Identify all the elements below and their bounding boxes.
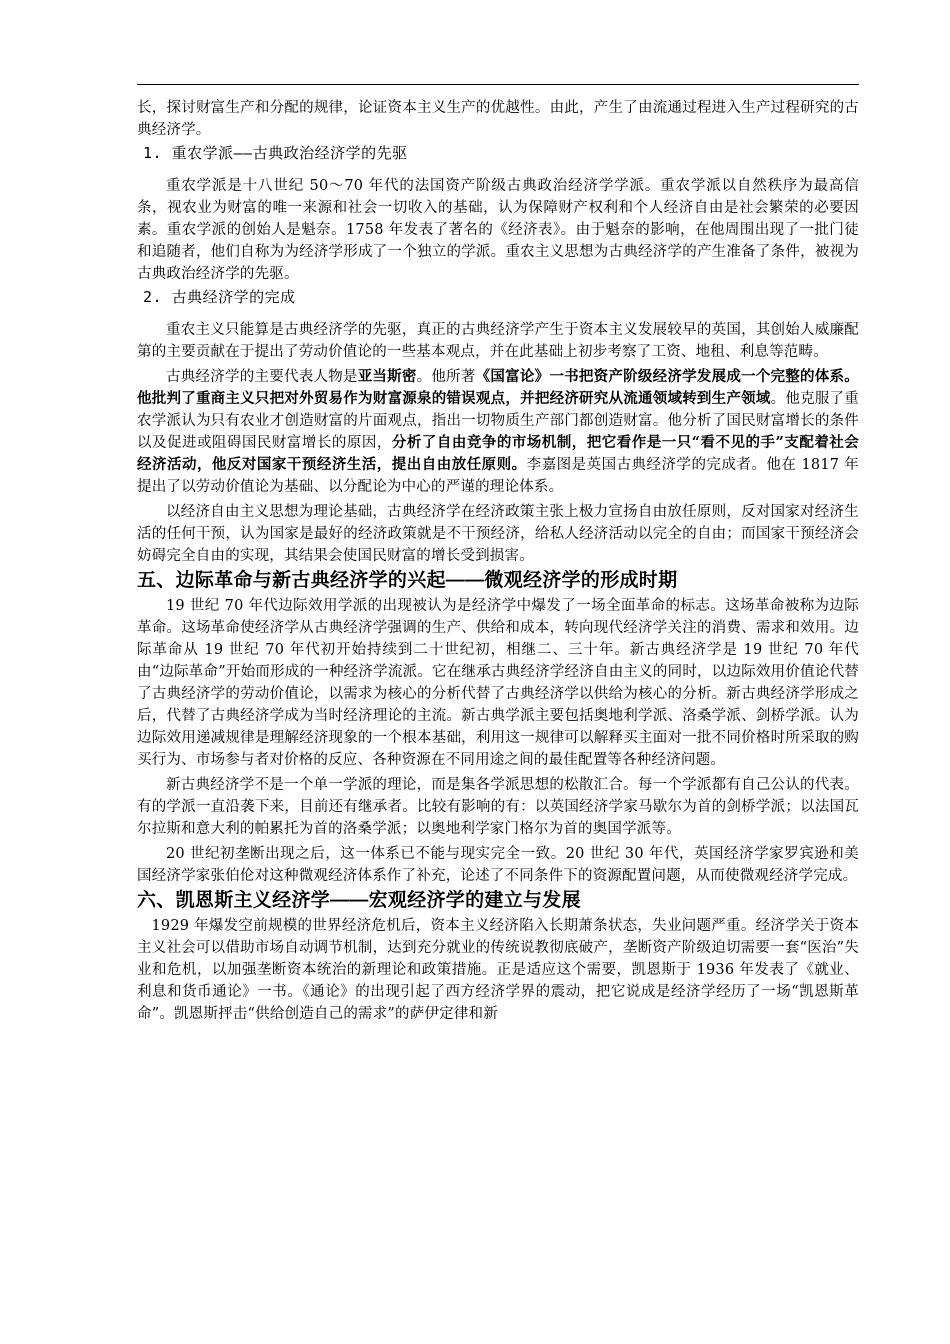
header-rule <box>137 84 859 85</box>
subheading-classical-completion: 2. 古典经济学的完成 <box>143 288 296 306</box>
paragraph-adam-smith <box>137 366 859 498</box>
paragraph-keynesian: 1929 年爆发空前规模的世界经济危机后，资本主义经济陷入长期萧条状态，失业问题严重。经济学关于资本主义社会可以借助市场自动调节机制，达到充分就业的传统说教彻底破产，垄断资产阶级迫切需要一套“医治”失业和危机，以加强垄断资本统治的新理论和政策措施。正是适应这个需要，凯恩斯于 1936 年发表了《就业、利息和货币通论》一书。《通论》的出现引起了西方经济学界的震动，把它说成是经济学经历了一场“凯恩斯革命”。凯恩斯抨击“供给创造自己的需求”的萨伊定律和新 <box>137 918 859 1022</box>
paragraph-laissez-faire: 以经济自由主义思想为理论基础，古典经济学在经济政策主张上极力宣扬自由放任原则，反对国家对经济生活的任何干预，认为国家是最好的经济政策就是不干预经济，给私人经济活动以完全的自由；而国家干预经济会妨碍完全自由的实现，其结果会使国民财富的增长受到损害。 <box>137 504 859 564</box>
text-run: 。他所著 <box>416 369 476 385</box>
subheading-physiocrats: 1. 重农学派——古典政治经济学的先驱 <box>143 144 408 162</box>
bold-wealth-of-nations: 《国富论》一书把资产阶级经济学发展成一个完整的体系。他批判了重商主义只把对外贸易作为财富源泉的错误观点，并把经济研究从流通领域转到生产领域 <box>137 368 859 407</box>
bold-adam-smith: 亚当斯密 <box>357 368 417 385</box>
text-run: 。他克服了重农学派认为只有农业才创造财富的片面观点，指出一切物质生产部门都创造财富。他分析了国民财富增长的条件以及促进或阻碍国民财富增长的原因， <box>137 391 859 451</box>
section-title-keynesian: 六、凯恩斯主义经济学——宏观经济学的建立与发展 <box>137 890 581 911</box>
section-title-marginal-revolution: 五、边际革命与新古典经济学的兴起——微观经济学的形成时期 <box>137 570 678 591</box>
text-run: 古典经济学的主要代表人物是 <box>166 369 358 385</box>
bold-invisible-hand: 分析了自由竞争的市场机制，把它看作是一只“看不见的手”支配着社会经济活动，他反对国家干预经济生活，提出自由放任原则。 <box>137 434 860 473</box>
paragraph-neoclassical-schools: 新古典经济学不是一个单一学派的理论，而是集各学派思想的松散汇合。每一个学派都有自己公认的代表。有的学派一直沿袭下来，目前还有继承者。比较有影响的有：以英国经济学家马歇尔为首的剑桥学派；以法国瓦尔拉斯和意大利的帕累托为首的洛桑学派；以奥地利学家门格尔为首的奥国学派等。 <box>137 777 859 837</box>
paragraph-physiocrats: 重农学派是十八世纪 50～70 年代的法国资产阶级古典政治经济学学派。重农学派以自然秩序为最高信条，视农业为财富的唯一来源和社会一切收入的基础，认为保障财产权利和个人经济自由是社会繁荣的必要因素。重农学派的创始人是魁奈。1758 年发表了著名的《经济表》。由于魁奈的影响，在他周围出现了一批门徒和追随者，他们自称为为经济学形成了一个独立的学派。重农主义思想为古典经济学的产生准备了条件，被视为古典政治经济学的先驱。 <box>137 178 859 282</box>
paragraph-classical-origin: 重农主义只能算是古典经济学的先驱，真正的古典经济学产生于资本主义发展较早的英国，其创始人威廉配第的主要贡献在于提出了劳动价值论的一些基本观点，并在此基础上初步考察了工资、地租、利息等范畴。 <box>137 322 859 360</box>
text-run: 李嘉图是英国古典经济学的完成者。他在 1817 年提出了以劳动价值论为基础、以分配论为中心的严谨的理论体系。 <box>137 457 860 495</box>
document-body <box>137 97 859 1025</box>
intro-continuation: 长，探讨财富生产和分配的规律，论证资本主义生产的优越性。由此，产生了由流通过程进入生产过程研究的古典经济学。 <box>137 100 859 138</box>
paragraph-microeconomics-complete: 20 世纪初垄断出现之后，这一体系已不能与现实完全一致。20 世纪 30 年代，英国经济学家罗宾逊和美国经济学家张伯伦对这种微观经济体系作了补充，论述了不同条件下的资源配置问题，从而使微观经济学完成。 <box>137 846 859 884</box>
paragraph-marginal-revolution: 19 世纪 70 年代边际效用学派的出现被认为是经济学中爆发了一场全面革命的标志。这场革命被称为边际革命。这场革命使经济学从古典经济学强调的生产、供给和成本，转向现代经济学关注的消费、需求和效用。边际革命从 19 世纪 70 年代初开始持续到二十世纪初，相继二、三十年。新古典经济学是 19 世纪 70 年代由“边际革命”开始而形成的一种经济学流派。它在继承古典经济学经济自由主义的同时，以边际效用价值论代替了古典经济学的劳动价值论，以需求为核心的分析代替了古典经济学以供给为核心的分析。新古典经济学形成之后，代替了古典经济学成为当时经济理论的主流。新古典学派主要包括奥地利学派、洛桑学派、剑桥学派。认为边际效用递减规律是理解经济现象的一个根本基础，利用这一规律可以解释买主面对一批不同价格时所采取的购买行为、市场参与者对价格的反应、各种资源在不同用途之间的最佳配置等各种经济问题。 <box>137 598 859 768</box>
